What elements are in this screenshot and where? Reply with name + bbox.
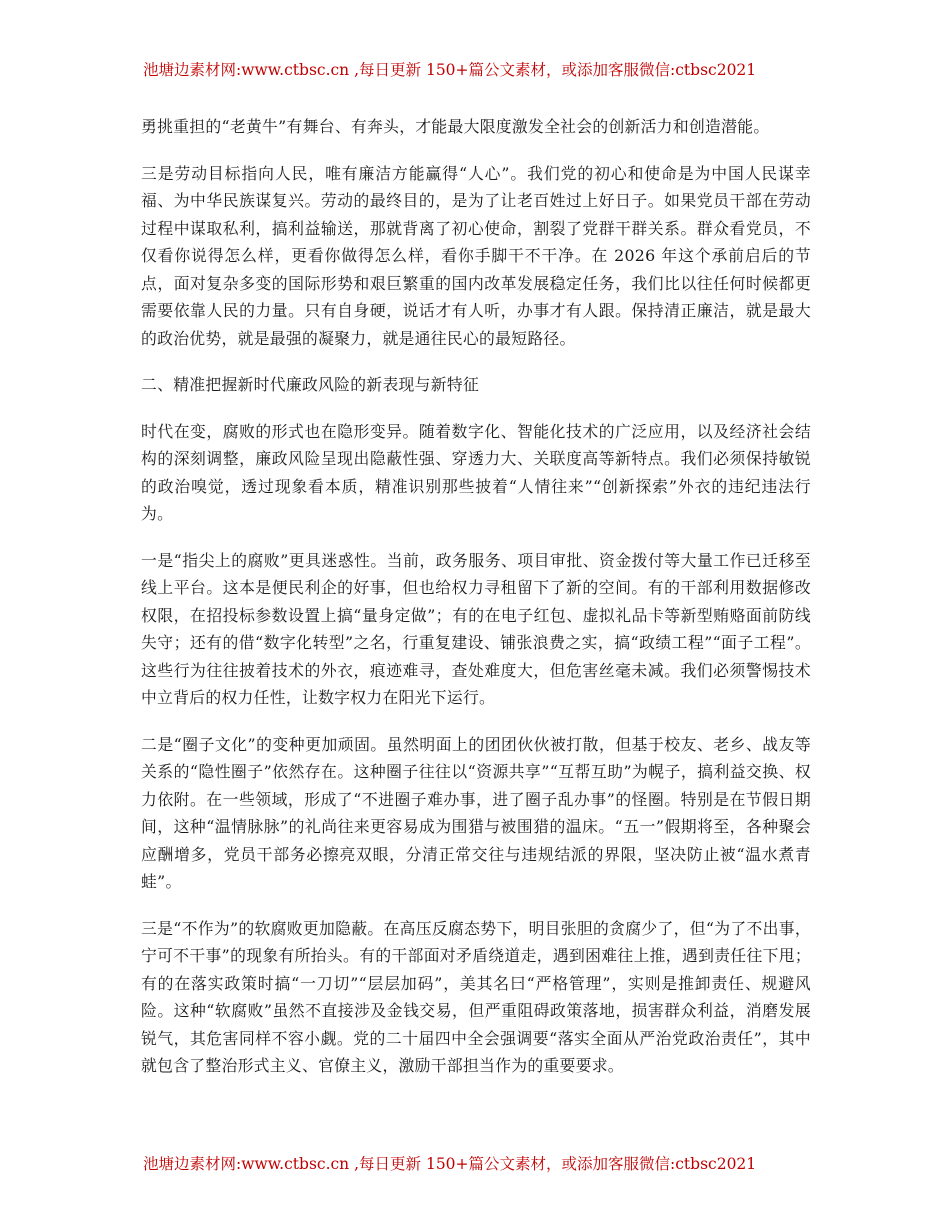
section-heading-2: 二、精准把握新时代廉政风险的新表现与新特征 [141, 375, 480, 394]
paragraph-6: 三是“不作为”的软腐败更加隐蔽。在高压反腐态势下，明目张胆的贪腐少了，但“为了不出事，宁可不干事”的现象有所抬头。有的干部面对矛盾绕道走，遇到困难往上推，遇到责任往下甩；有的在落实政策时搞“一刀切”“层层加码”，美其名曰“严格管理”，实则是推卸责任、规避风险。这种“软腐败”虽然不直接涉及金钱交易，但严重阻碍政策落地，损害群众利益，消磨发展锐气，其危害同样不容小觑。党的二十届四中全会强调要“落实全面从严治党政治责任”，其中就包含了整治形式主义、官僚主义，激励干部担当作为的重要要求。 [141, 918, 811, 1075]
paragraph-4: 一是“指尖上的腐败”更具迷惑性。当前，政务服务、项目审批、资金拨付等大量工作已迁移至线上平台。这本是便民利企的好事，但也给权力寻租留下了新的空间。有的干部利用数据修改权限，在招投标参数设置上搞“量身定做”；有的在电子红包、虚拟礼品卡等新型贿赂面前防线失守；还有的借“数字化转型”之名，行重复建设、铺张浪费之实，搞“政绩工程”“面子工程”。这些行为往往披着技术的外衣，痕迹难寻，查处难度大，但危害丝毫未减。我们必须警惕技术中立背后的权力任性，让数字权力在阳光下运行。 [141, 550, 811, 707]
header-watermark-banner: 池塘边素材网:www.ctbsc.cn ,每日更新 150+篇公文素材，或添加客服微信:ctbsc2021 [143, 61, 757, 79]
paragraph-1: 勇挑重担的“老黄牛”有舞台、有奔头，才能最大限度激发全社会的创新活力和创造潜能。 [141, 117, 770, 136]
paragraph-5: 二是“圈子文化”的变种更加顽固。虽然明面上的团团伙伙被打散，但基于校友、老乡、战友等关系的“隐性圈子”依然存在。这种圈子往往以“资源共享”“互帮互助”为幌子，搞利益交换、权力依附。在一些领域，形成了“不进圈子难办事，进了圈子乱办事”的怪圈。特别是在节假日期间，这种“温情脉脉”的礼尚往来更容易成为围猎与被围猎的温床。“五一”假期将至，各种聚会应酬增多，党员干部务必擦亮双眼，分清正常交往与违规结派的界限，坚决防止被“温水煮青蛙”。 [141, 734, 811, 891]
paragraph-2: 三是劳动目标指向人民，唯有廉洁方能赢得“人心”。我们党的初心和使命是为中国人民谋幸福、为中华民族谋复兴。劳动的最终目的，是为了让老百姓过上好日子。如果党员干部在劳动过程中谋取私利，搞利益输送，那就背离了初心使命，割裂了党群干群关系。群众看党员，不仅看你说得怎么样，更看你做得怎么样，看你手脚干不干净。在 2026 年这个承前启后的节点，面对复杂多变的国际形势和艰巨繁重的国内改革发展稳定任务，我们比以往任何时候都更需要依靠人民的力量。只有自身硬，说话才有人听，办事才有人跟。保持清正廉洁，就是最大的政治优势，就是最强的凝聚力，就是通往民心的最短路径。 [141, 163, 811, 348]
document-body [141, 113, 811, 1099]
paragraph-3: 时代在变，腐败的形式也在隐形变异。随着数字化、智能化技术的广泛应用，以及经济社会结构的深刻调整，廉政风险呈现出隐蔽性强、穿透力大、关联度高等新特点。我们必须保持敏锐的政治嗅觉，透过现象看本质，精准识别那些披着“人情往来”“创新探索”外衣的违纪违法行为。 [141, 421, 811, 523]
footer-watermark-banner: 池塘边素材网:www.ctbsc.cn ,每日更新 150+篇公文素材，或添加客服微信:ctbsc2021 [143, 1155, 757, 1173]
